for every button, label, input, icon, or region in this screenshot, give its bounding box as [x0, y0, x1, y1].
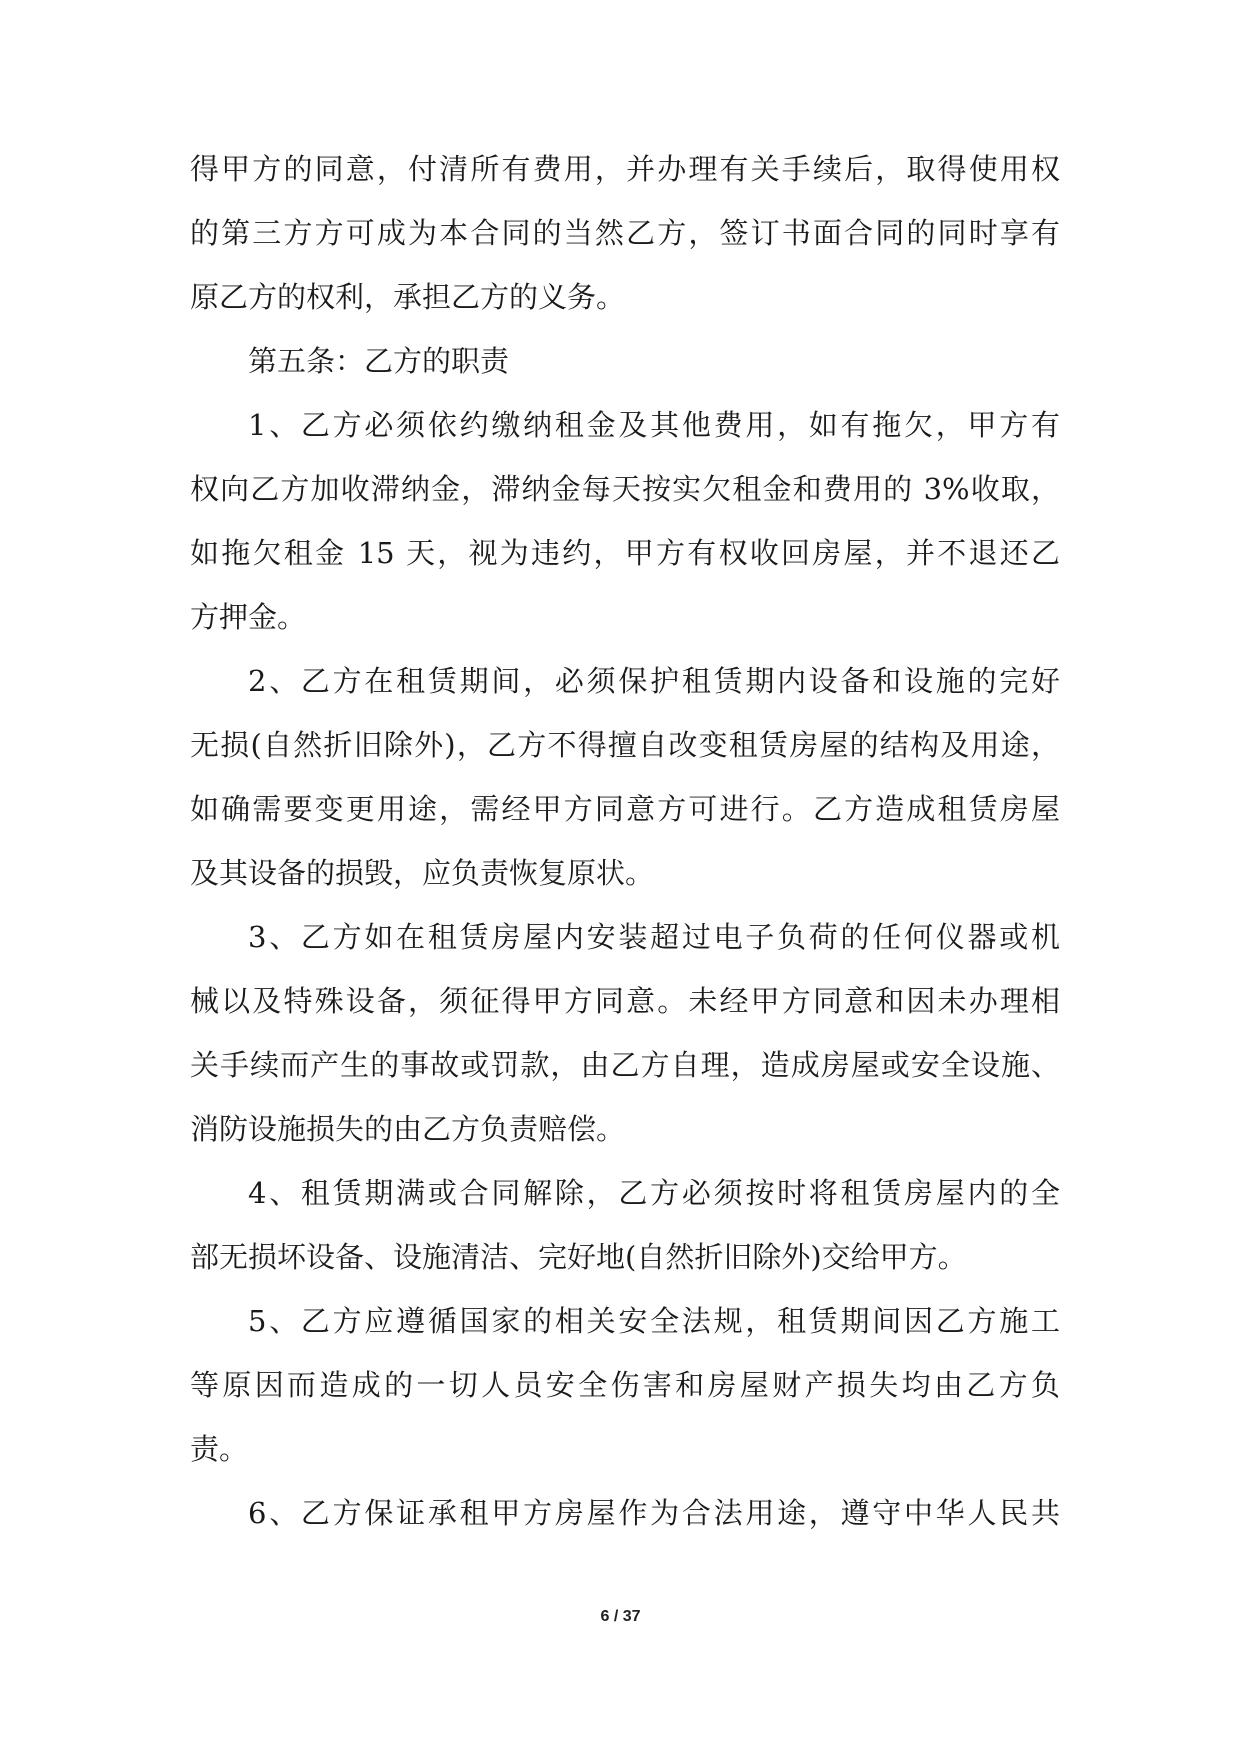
- paragraph-line: 的第三方方可成为本合同的当然乙方，签订书面合同的同时享有: [190, 216, 1060, 250]
- paragraph-line: 5、乙方应遵循国家的相关安全法规，租赁期间因乙方施工: [248, 1304, 1060, 1338]
- paragraph-line: 原乙方的权利，承担乙方的义务。: [190, 280, 626, 314]
- paragraph-line: 如拖欠租金 15 天，视为违约，甲方有权收回房屋，并不退还乙: [190, 536, 1060, 570]
- paragraph-line: 6、乙方保证承租甲方房屋作为合法用途，遵守中华人民共: [248, 1496, 1060, 1530]
- paragraph-line: 得甲方的同意，付清所有费用，并办理有关手续后，取得使用权: [190, 152, 1060, 186]
- paragraph-line: 4、租赁期满或合同解除，乙方必须按时将租赁房屋内的全: [248, 1176, 1060, 1210]
- paragraph-line: 权向乙方加收滞纳金，滞纳金每天按实欠租金和费用的 3%收取，: [190, 472, 1060, 506]
- paragraph-line: 关手续而产生的事故或罚款，由乙方自理，造成房屋或安全设施、: [190, 1048, 1060, 1082]
- paragraph-line: 部无损坏设备、设施清洁、完好地(自然折旧除外)交给甲方。: [190, 1240, 967, 1274]
- paragraph-line: 3、乙方如在租赁房屋内安装超过电子负荷的任何仪器或机: [248, 920, 1060, 954]
- paragraph-line: 消防设施损失的由乙方负责赔偿。: [190, 1112, 626, 1146]
- paragraph-line: 及其设备的损毁，应负责恢复原状。: [190, 856, 655, 890]
- paragraph-line: 责。: [190, 1432, 249, 1466]
- paragraph-line: 等原因而造成的一切人员安全伤害和房屋财产损失均由乙方负: [190, 1368, 1060, 1402]
- paragraph-line: 2、乙方在租赁期间，必须保护租赁期内设备和设施的完好: [248, 664, 1060, 698]
- section-heading: 第五条：乙方的职责: [248, 344, 510, 378]
- paragraph-line: 无损(自然折旧除外)，乙方不得擅自改变租赁房屋的结构及用途，: [190, 728, 1060, 762]
- paragraph-line: 方押金。: [190, 600, 307, 634]
- paragraph-line: 如确需要变更用途，需经甲方同意方可进行。乙方造成租赁房屋: [190, 792, 1060, 826]
- page-number: 6 / 37: [600, 1608, 641, 1625]
- paragraph-line: 1、乙方必须依约缴纳租金及其他费用，如有拖欠，甲方有: [248, 408, 1060, 442]
- paragraph-line: 械以及特殊设备，须征得甲方同意。未经甲方同意和因未办理相: [190, 984, 1060, 1018]
